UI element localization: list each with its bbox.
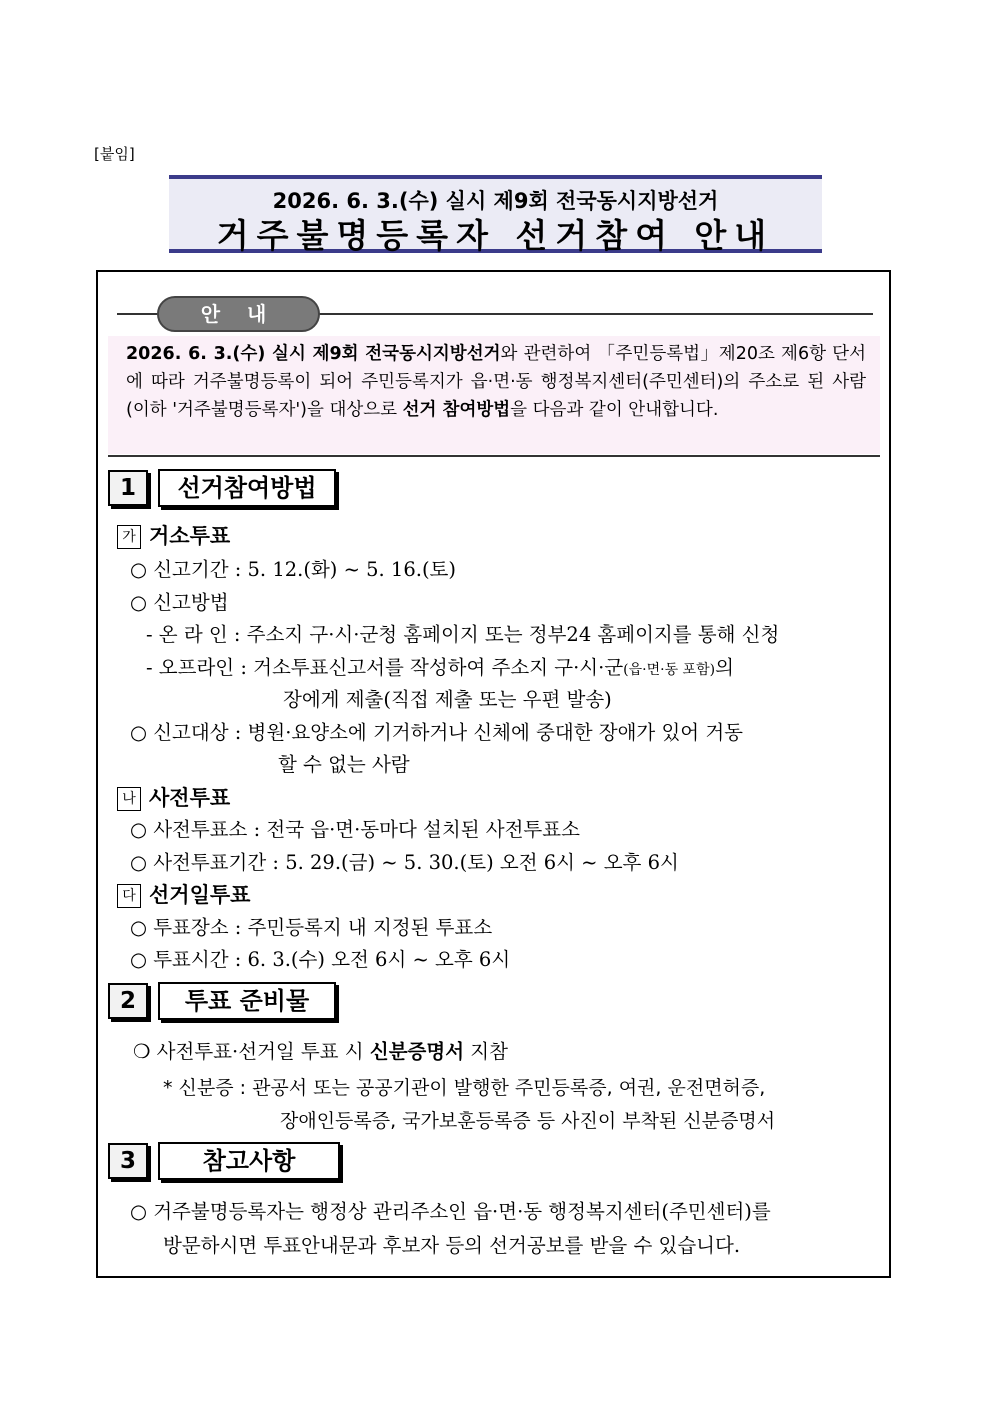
sub-a-mark: 가 xyxy=(117,525,141,549)
sub-b-item-period: ○ 사전투표기간 : 5. 29.(금) ~ 5. 30.(토) 오전 6시 ~ 오후 6시 xyxy=(130,851,679,874)
section3-number: 3 xyxy=(108,1143,148,1179)
sub-c-item-place: ○ 투표장소 : 주민등록지 내 지정된 투표소 xyxy=(130,916,493,939)
sub-a-item-online: - 온 라 인 : 주소지 구·시·군청 홈페이지 또는 정부24 홈페이지를 통해 신청 xyxy=(146,623,780,646)
section2-number: 2 xyxy=(108,983,148,1019)
sub-a-heading xyxy=(117,520,230,550)
sub-a-item-target-cont: 할 수 없는 사람 xyxy=(278,753,410,776)
guide-intro-text xyxy=(108,336,880,454)
id-text-2: 지참 xyxy=(464,1040,508,1063)
sub-a-item-period: ○ 신고기간 : 5. 12.(화) ~ 5. 16.(토) xyxy=(130,558,456,581)
sub-b-title: 사전투표 xyxy=(149,786,231,810)
document-title-banner xyxy=(169,175,822,253)
sub-a-item-method: ○ 신고방법 xyxy=(130,591,229,614)
sub-b-item-place: ○ 사전투표소 : 전국 읍·면·동마다 설치된 사전투표소 xyxy=(130,818,580,841)
title-line2: 거주불명등록자 선거참여 안내 xyxy=(216,216,775,255)
title-line1: 2026. 6. 3.(수) 실시 제9회 전국동시지방선거 xyxy=(272,189,719,213)
section2-note-2: 장애인등록증, 국가보훈등록증 등 사진이 부착된 신분증명서 xyxy=(280,1110,776,1132)
offline-small-note: (읍·면·동 포함) xyxy=(623,662,716,678)
id-text-1: ❍ 사전투표·선거일 투표 시 xyxy=(133,1040,370,1063)
attachment-label: [붙임] xyxy=(94,145,135,163)
section2-note-1: * 신분증 : 관공서 또는 공공기관이 발행한 주민등록증, 여권, 운전면허증, xyxy=(163,1077,766,1099)
sub-a-item-offline-cont: 장에게 제출(직접 제출 또는 우편 발송) xyxy=(283,688,612,711)
sub-c-mark: 다 xyxy=(117,884,141,908)
section3-item-2: 방문하시면 투표안내문과 후보자 등의 선거공보를 받을 수 있습니다. xyxy=(163,1234,741,1257)
section2-title: 투표 준비물 xyxy=(158,982,336,1020)
sub-c-heading xyxy=(117,879,250,909)
offline-suffix: 의 xyxy=(715,656,734,679)
sub-a-item-target: ○ 신고대상 : 병원·요양소에 기거하거나 신체에 중대한 장애가 있어 거동 xyxy=(130,721,744,744)
sub-c-title: 선거일투표 xyxy=(149,883,251,907)
sub-a-title: 거소투표 xyxy=(149,524,231,548)
intro-text-1: 와 관련하여 「주민등록법」제20조 제6항 단서에 따라 거주불명등록이 되어 주민등록지가 읍·면·동 행정복지센터(주민센터)의 주소로 된 사람(이하 '거주불명등록자')을 대상으로 xyxy=(126,344,866,420)
intro-bottom-divider xyxy=(108,455,880,457)
sub-b-mark: 나 xyxy=(117,787,141,811)
section1-title: 선거참여방법 xyxy=(158,469,336,507)
section2-item-id xyxy=(133,1036,508,1064)
id-bold: 신분증명서 xyxy=(369,1040,465,1063)
intro-bold-election: 2026. 6. 3.(수) 실시 제9회 전국동시지방선거 xyxy=(126,344,501,364)
offline-text: - 오프라인 : 거소투표신고서를 작성하여 주소지 구·시·군 xyxy=(146,656,624,679)
sub-b-heading xyxy=(117,782,230,812)
section3-item-1: ○ 거주불명등록자는 행정상 관리주소인 읍·면·동 행정복지센터(주민센터)를 xyxy=(130,1200,771,1223)
section1-number: 1 xyxy=(108,470,148,506)
intro-text-2: 을 다음과 같이 안내합니다. xyxy=(510,400,719,420)
sub-c-item-time: ○ 투표시간 : 6. 3.(수) 오전 6시 ~ 오후 6시 xyxy=(130,948,511,971)
sub-a-item-offline xyxy=(146,652,734,680)
intro-bold-method: 선거 참여방법 xyxy=(402,400,511,420)
section3-title: 참고사항 xyxy=(158,1142,340,1180)
guide-label-pill: 안 내 xyxy=(157,296,320,332)
